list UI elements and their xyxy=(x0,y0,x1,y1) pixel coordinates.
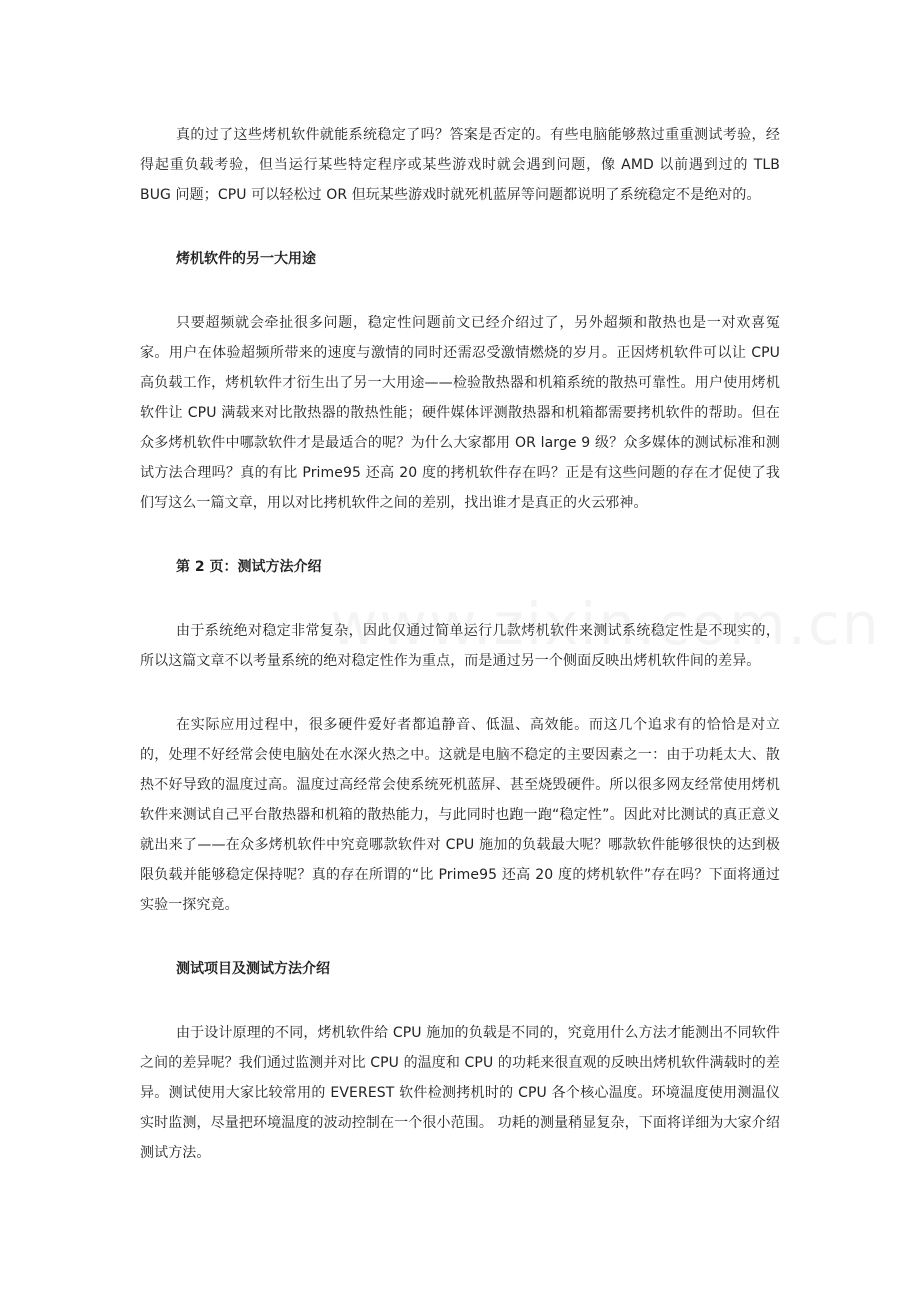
paragraph-other-use: 只要超频就会牵扯很多问题，稳定性问题前文已经介绍过了，另外超频和散热也是一对欢喜冤家。用户在体验超频所带来的速度与激情的同时还需忍受激情燃烧的岁月。正因烤机软件可以让 CPU 高负载工作，烤机软件才衍生出了另一大用途——检验散热器和机箱系统的散热可靠性。用户使用烤机软件让 CPU 满载来对比散热器的散热性能；硬件媒体评测散热器和机箱都需要拷机软件的帮助。但在众多烤机软件中哪款软件才是最适合的呢？为什么大家都用 OR large 9 级？众多媒体的测试标准和测试方法合理吗？真的有比 Prime95 还高 20 度的拷机软件存在吗？正是有这些问题的存在才促使了我们写这么一篇文章，用以对比拷机软件之间的差别，找出谁才是真正的火云邪神。 xyxy=(140,315,780,511)
paragraph-test-items: 由于设计原理的不同，烤机软件给 CPU 施加的负载是不同的，究竟用什么方法才能测出不同软件之间的差异呢？我们通过监测并对比 CPU 的温度和 CPU 的功耗来很直观的反映出烤机软件满载时的差异。测试使用大家比较常用的 EVEREST 软件检测拷机时的 CPU 各个核心温度。环境温度使用测温仪实时监测，尽量把环境温度的波动控制在一个很小范围。 功耗的测量稍显复杂，下面将详细为大家介绍测试方法。 xyxy=(140,1025,780,1161)
section-heading-test-items: 测试项目及测试方法介绍 xyxy=(176,961,330,977)
section-heading-page-2: 第 2 页：测试方法介绍 xyxy=(176,559,322,575)
paragraph-intro: 真的过了这些烤机软件就能系统稳定了吗？答案是否定的。有些电脑能够熬过重重测试考验，经得起重负载考验，但当运行某些特定程序或某些游戏时就会遇到问题，像 AMD 以前遇到过的 TLB BUG 问题；CPU 可以轻松过 OR 但玩某些游戏时就死机蓝屏等问题都说明了系统稳定不是绝对的。 xyxy=(140,127,780,203)
section-heading-other-use: 烤机软件的另一大用途 xyxy=(176,251,316,267)
document-body xyxy=(140,120,780,1168)
paragraph-practical-use: 在实际应用过程中，很多硬件爱好者都追静音、低温、高效能。而这几个追求有的恰恰是对立的，处理不好经常会使电脑处在水深火热之中。这就是电脑不稳定的主要因素之一：由于功耗太大、散热不好导致的温度过高。温度过高经常会使系统死机蓝屏、甚至烧毁硬件。所以很多网友经常使用烤机软件来测试自己平台散热器和机箱的散热能力，与此同时也跑一跑“稳定性”。因此对比测试的真正意义就出来了——在众多烤机软件中究竟哪款软件对 CPU 施加的负载最大呢？哪款软件能够很快的达到极限负载并能够稳定保持呢？真的存在所谓的“比 Prime95 还高 20 度的烤机软件”存在吗？下面将通过实验一探究竟。 xyxy=(140,717,780,913)
paragraph-method-intro: 由于系统绝对稳定非常复杂，因此仅通过简单运行几款烤机软件来测试系统稳定性是不现实的，所以这篇文章不以考量系统的绝对稳定性作为重点，而是通过另一个侧面反映出烤机软件间的差异。 xyxy=(140,623,780,669)
